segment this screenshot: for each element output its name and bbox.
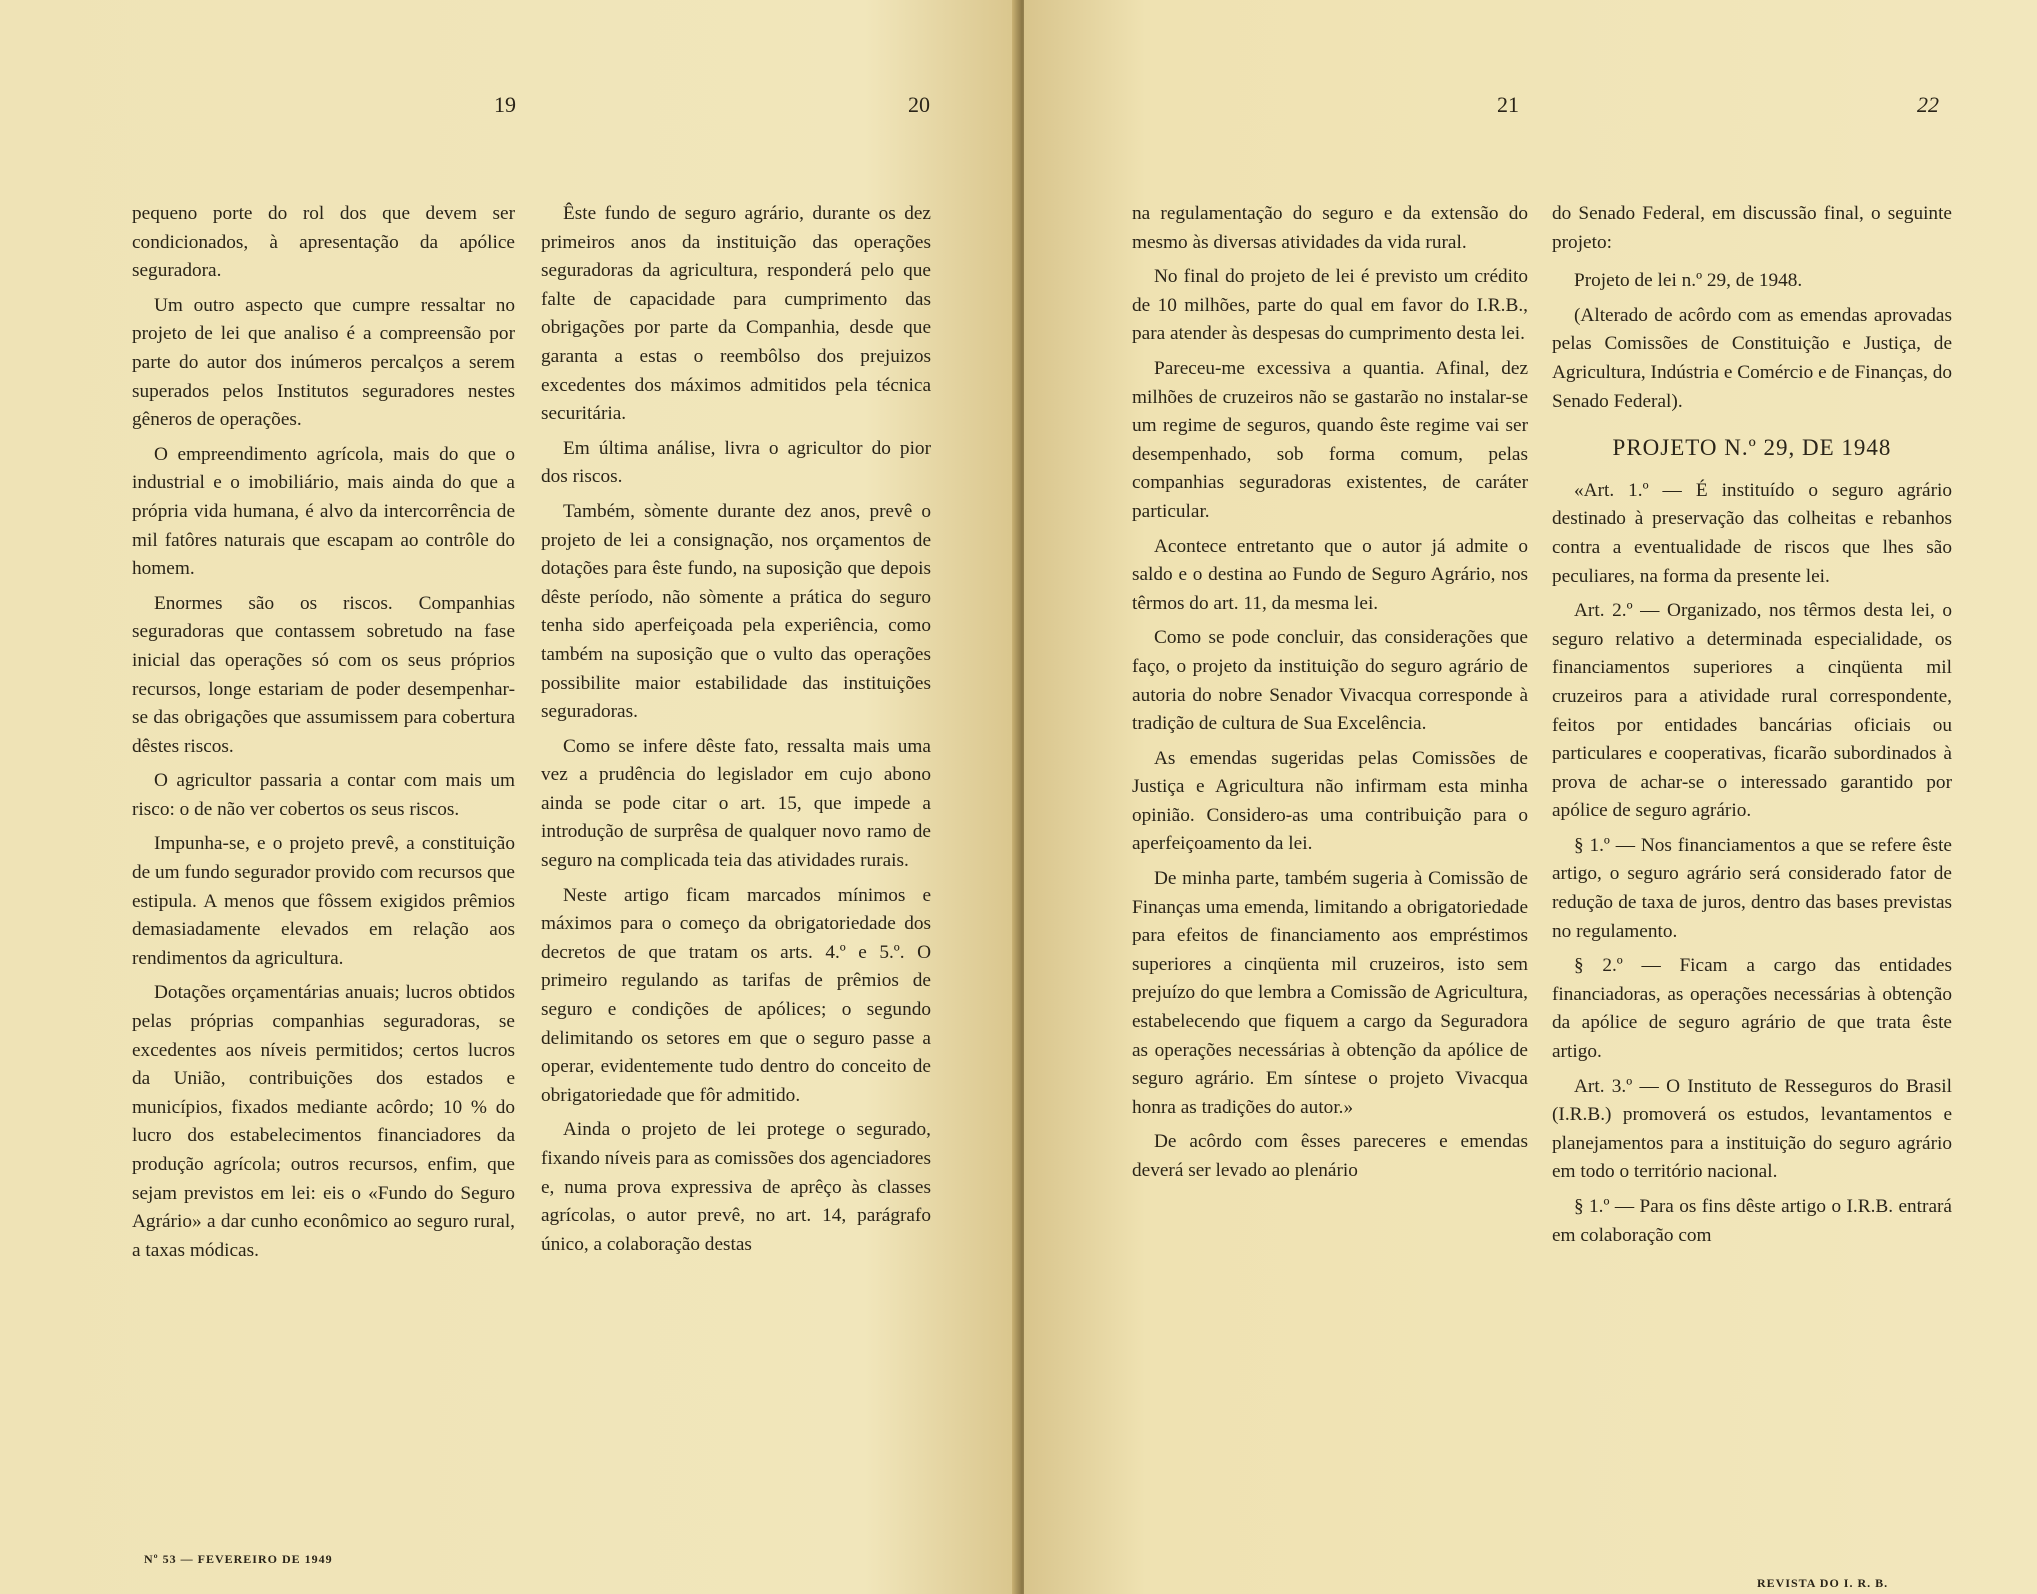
page-number-21: 21: [1497, 92, 1519, 117]
paragraph: Em última análise, livra o agricultor do pior dos riscos.: [541, 437, 931, 488]
paragraph: Êste fundo de seguro agrário, durante os dez primeiros anos da instituição das operações seguradoras da agricultura, responderá pelo que falte de capacidade para cumprimento das obrigações por parte da Companhia, desde que garanta a estas o reembôlso dos prejuizos excedentes dos máximos admitidos pela técnica securitária.: [541, 203, 931, 425]
paragraph: Também, sòmente durante dez anos, prevê o projeto de lei a consignação, nos orçamentos de dotações para êste fundo, na suposição que depois dêste período, não sòmente a prática do seguro tenha sido aperfeiçoada pela experiência, como também na suposição que o vulto das operações possibilite maior estabilidade das instituições seguradoras.: [541, 500, 931, 723]
paragraph: De minha parte, também sugeria à Comissão de Finanças uma emenda, limitando a obrigatoriedade para efeitos de financiamento aos empréstimos superiores a cinqüenta mil cruzeiros, isto sem prejuízo do que lembra a Comissão de Agricultura, estabelecendo que fiquem a cargo da Seguradora as operações necessárias à obtenção da apólice de seguro agrário. Em síntese o projeto Vivacqua honra as tradições do autor.»: [1132, 868, 1528, 1118]
paragraph: Dotações orçamentárias anuais; lucros obtidos pelas próprias companhias seguradoras, se excedentes aos níveis permitidos; certos lucros da União, contribuições dos estados e municípios, fixados mediante acôrdo; 10 % do lucro dos estabelecimentos financiadores da produção agrícola; outros recursos, enfim, que sejam previstos em lei: eis o «Fundo do Seguro Agrário» a dar cunho econômico ao seguro rural, a taxas módicas.: [132, 982, 515, 1261]
paragraph: Pareceu-me excessiva a quantia. Afinal, dez milhões de cruzeiros não se gastarão no instalar-se um regime de seguros, quando êste regime vai ser desempenhado, sob forma comum, pelas companhias seguradoras existentes, de caráter particular.: [1132, 357, 1528, 522]
bill-reference: Projeto de lei n.º 29, de 1948.: [1574, 270, 1803, 292]
paragraph: Ainda o projeto de lei protege o segurado, fixando níveis para as comissões dos agenciadores e, numa prova expressiva de aprêço às classes agrícolas, o autor prevê, no art. 14, parágrafo único, a colaboração destas: [541, 1119, 931, 1255]
column-page-19: [132, 200, 515, 1271]
paragraph: Um outro aspecto que cumpre ressaltar no projeto de lei que analiso é a compreensão por parte do autor dos inúmeros percalços a serem superados pelos Institutos seguradores nestes gêneros de operações.: [132, 294, 515, 431]
paragraph: do Senado Federal, em discussão final, o seguinte projeto:: [1552, 203, 1952, 253]
article-paragraph: Art. 2.º — Organizado, nos têrmos desta lei, o seguro relativo a determinada especialidade, os financiamentos superiores a cinqüenta mil cruzeiros para a atividade rural correspondente, feitos por entidades bancárias oficiais ou particulares e cooperativas, ficarão subordinados à prova de achar-se o interessado garantido por apólice de seguro agrário.: [1552, 600, 1952, 822]
amendment-note: (Alterado de acôrdo com as emendas aprovadas pelas Comissões de Constituição e Justiça, de Agricultura, Indústria e Comércio e de Finanças, do Senado Federal).: [1552, 304, 1952, 412]
article-paragraph: Art. 3.º — O Instituto de Resseguros do Brasil (I.R.B.) promoverá os estudos, levantamentos e planejamentos para a instituição do seguro agrário em todo o território nacional.: [1552, 1075, 1952, 1183]
paragraph: na regulamentação do seguro e da extensão do mesmo às diversas atividades da vida rural.: [1132, 203, 1528, 253]
column-page-21: [1132, 200, 1528, 1192]
right-page: [1024, 0, 2037, 1594]
footer-journal-name: REVISTA DO I. R. B.: [1757, 1576, 1889, 1590]
paragraph: Como se pode concluir, das considerações que faço, o projeto da instituição do seguro agrário de autoria do nobre Senador Vivacqua corresponde à tradição de cultura de Sua Excelência.: [1132, 627, 1528, 735]
paragraph: Como se infere dêste fato, ressalta mais uma vez a prudência do legislador em cujo abono ainda se pode citar o art. 15, que impede a introdução de surprêsa de qualquer novo ramo de seguro na complicada teia das atividades rurais.: [541, 735, 931, 872]
paragraph: As emendas sugeridas pelas Comissões de Justiça e Agricultura não infirmam esta minha opinião. Considero-as uma contribuição para o aperfeiçoamento da lei.: [1132, 747, 1528, 855]
article-paragraph: § 1.º — Nos financiamentos a que se refere êste artigo, o seguro agrário será considerado fator de redução de taxa de juros, dentro das bases previstas no regulamento.: [1552, 834, 1952, 942]
paragraph: Neste artigo ficam marcados mínimos e máximos para o começo da obrigatoriedade dos decretos de que tratam os arts. 4.º e 5.º. O primeiro regulando as tarifas de prêmios de seguro e condições de apólices; o segundo delimitando os setores em que o seguro passe a operar, evidentemente tudo dentro do conceito de obrigatoriedade que fôr admitido.: [541, 884, 931, 1106]
section-heading: PROJETO N.º 29, DE 1948: [1612, 435, 1892, 461]
paragraph: pequeno porte do rol dos que devem ser condicionados, à apresentação da apólice seguradora.: [132, 203, 515, 282]
page-number-22: 22: [1917, 92, 1939, 117]
paragraph: De acôrdo com êsses pareceres e emendas deverá ser levado ao plenário: [1132, 1131, 1528, 1181]
column-page-22: [1552, 200, 1952, 1256]
article-paragraph: § 2.º — Ficam a cargo das entidades financiadoras, as operações necessárias à obtenção da apólice de seguro agrário de que trata êste artigo.: [1552, 955, 1952, 1063]
paragraph: Enormes são os riscos. Companhias seguradoras que contassem sobretudo na fase inicial das operações só com os seus próprios recursos, longe estariam de poder desempenhar-se das obrigações que assumissem para cobertura dêstes riscos.: [132, 592, 515, 757]
article-paragraph: «Art. 1.º — É instituído o seguro agrário destinado à preservação das colheitas e rebanhos contra a eventualidade de riscos que lhes são peculiares, na forma da presente lei.: [1552, 479, 1952, 587]
column-page-20: [541, 200, 931, 1265]
paragraph: O empreendimento agrícola, mais do que o industrial e o imobiliário, mais ainda do que a própria vida humana, é alvo da intercorrência de mil fatôres naturais que escapam ao contrôle do homem.: [132, 443, 515, 580]
paragraph: O agricultor passaria a contar com mais um risco: o de não ver cobertos os seus riscos.: [132, 770, 515, 820]
article-paragraph: § 1.º — Para os fins dêste artigo o I.R.B. entrará em colaboração com: [1552, 1196, 1952, 1246]
footer-issue-date: Nº 53 — FEVEREIRO DE 1949: [144, 1552, 333, 1566]
paragraph: Acontece entretanto que o autor já admite o saldo e o destina ao Fundo de Seguro Agrário, nos têrmos do art. 11, da mesma lei.: [1132, 535, 1528, 614]
left-page: [0, 0, 1018, 1594]
paragraph: No final do projeto de lei é previsto um crédito de 10 milhões, parte do qual em favor do I.R.B., para atender às despesas do cumprimento desta lei.: [1132, 266, 1528, 345]
page-number-19: 19: [494, 92, 516, 117]
page-number-20: 20: [908, 92, 930, 117]
paragraph: Impunha-se, e o projeto prevê, a constituição de um fundo segurador provido com recursos que estipula. A menos que fôssem exigidos prêmios demasiadamente elevados em relação aos rendimentos da agricultura.: [132, 833, 515, 969]
